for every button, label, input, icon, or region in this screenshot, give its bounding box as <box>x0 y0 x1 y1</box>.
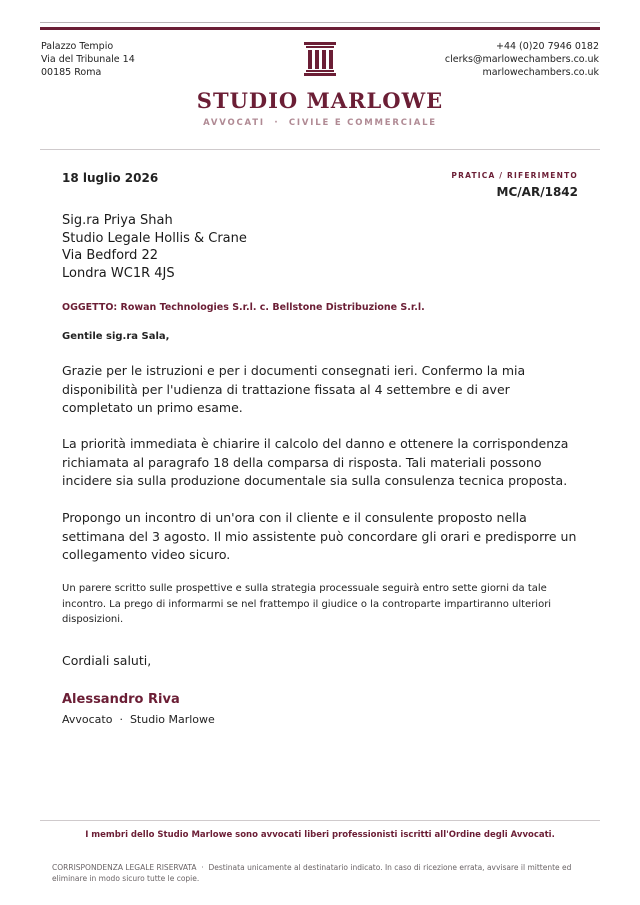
letter-date: 18 luglio 2026 <box>62 171 159 185</box>
top-divider-thin <box>40 22 600 23</box>
recipient-street: Via Bedford 22 <box>62 248 159 263</box>
recipient-firm: Studio Legale Hollis & Crane <box>62 230 247 246</box>
classical-building-icon <box>303 40 337 76</box>
reference-label: PRATICA / RIFERIMENTO <box>451 171 578 180</box>
signer-role: Avvocato · Studio Marlowe <box>62 713 215 726</box>
signer-name: Alessandro Riva <box>62 692 180 707</box>
header-divider <box>40 149 600 150</box>
recipient-name: Sig.ra Priya Shah <box>62 213 173 228</box>
letter-subject: OGGETTO: Rowan Technologies S.r.l. c. Bellstone Distribuzione S.r.l. <box>62 302 425 313</box>
phone-number: +44 (0)20 7946 0182 <box>495 41 599 52</box>
footer-divider <box>40 820 600 821</box>
recipient-address <box>62 212 247 282</box>
top-divider-thick <box>40 27 600 30</box>
firm-subtitle: AVVOCATI · CIVILE E COMMERCIALE <box>203 118 437 128</box>
body-paragraph: Un parere scritto sulle prospettive e sulla strategia processuale seguirà entro sette giorni da tale incontro. La prego di informarmi se nel frattempo il giudice o la controparte impartiranno ulteriori disposizioni. <box>62 583 552 625</box>
address-line: Palazzo Tempio <box>41 41 114 52</box>
footer-note: I membri dello Studio Marlowe sono avvocati liberi professionisti iscritti all'Ordine degli Avvocati. <box>85 830 555 840</box>
body-paragraph: Propongo un incontro di un'ora con il cliente e il consulente proposto nella settimana del 3 agosto. Il mio assistente può concordare gli orari e predisporre un collegamento video sicuro. <box>62 510 577 562</box>
body-paragraph: La priorità immediata è chiarire il calcolo del danno e ottenere la corrispondenza richiamata al paragrafo 18 della comparsa di risposta. Tali materiali possono incidere sia sulla produzione documentale sia sulla consulenza tecnica proposta. <box>62 436 569 488</box>
address-line: Via del Tribunale 14 <box>41 54 135 65</box>
firm-address <box>41 40 135 79</box>
salutation: Gentile sig.ra Sala, <box>62 331 170 342</box>
website: marlowechambers.co.uk <box>482 67 599 78</box>
address-line: 00185 Roma <box>41 67 102 78</box>
closing: Cordiali saluti, <box>62 653 152 668</box>
firm-contacts <box>445 40 599 79</box>
reference-value: MC/AR/1842 <box>496 185 578 199</box>
confidentiality-notice: CORRISPONDENZA LEGALE RISERVATA · Destinata unicamente al destinatario indicato. In caso di ricezione errata, avvisare il mittente ed eliminare in modo sicuro tutte le copie. <box>52 863 574 883</box>
recipient-city: Londra WC1R 4JS <box>62 265 175 281</box>
email-address: clerks@marlowechambers.co.uk <box>444 54 599 65</box>
body-paragraph: Grazie per le istruzioni e per i documenti consegnati ieri. Confermo la mia disponibilità per l'udienza di trattazione fissata al 4 settembre e di aver completato un primo esame. <box>62 363 526 415</box>
firm-name: STUDIO MARLOWE <box>196 88 444 113</box>
